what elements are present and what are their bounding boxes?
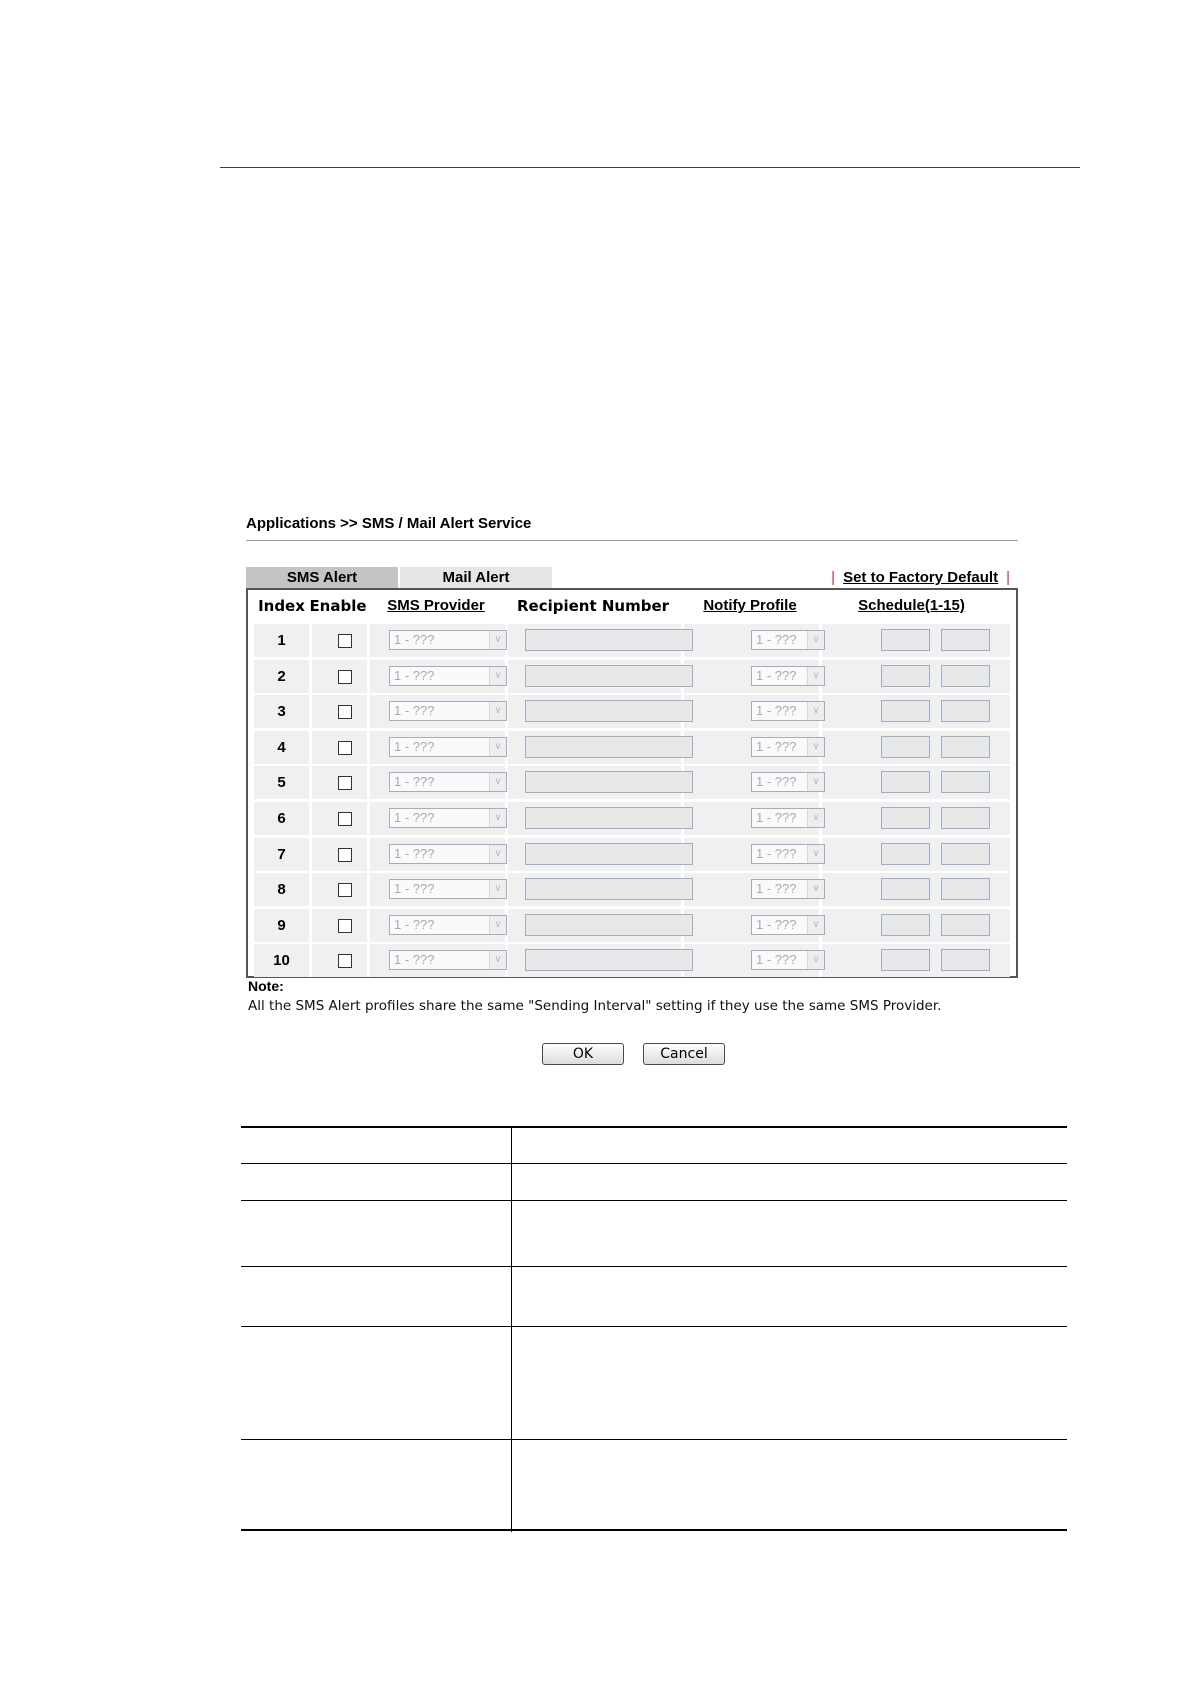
- chevron-down-icon: ∨: [807, 916, 824, 934]
- sms-provider-select[interactable]: [389, 701, 507, 721]
- schedule-input-2[interactable]: [941, 807, 990, 829]
- separator-left: |: [831, 569, 836, 586]
- tab-mail-alert[interactable]: Mail Alert: [400, 567, 552, 589]
- recipient-number-input[interactable]: [525, 807, 693, 829]
- ok-button[interactable]: OK: [542, 1043, 624, 1065]
- cell-separator: [367, 731, 370, 764]
- enable-checkbox[interactable]: [338, 741, 352, 755]
- row-index: 2: [277, 667, 286, 685]
- sms-provider-value: 1 - ???: [394, 916, 435, 932]
- sms-provider-value: 1 - ???: [394, 810, 435, 825]
- factory-default-area: [823, 567, 1018, 589]
- schedule-input-1[interactable]: [881, 914, 930, 936]
- sms-provider-select[interactable]: [389, 666, 507, 686]
- sms-provider-select[interactable]: [389, 950, 507, 970]
- enable-checkbox[interactable]: [338, 670, 352, 684]
- enable-checkbox[interactable]: [338, 634, 352, 648]
- cell-separator: [367, 660, 370, 693]
- cell-separator: [367, 802, 370, 835]
- notify-profile-select[interactable]: [751, 737, 825, 757]
- enable-checkbox[interactable]: [338, 812, 352, 826]
- notify-profile-select[interactable]: [751, 772, 825, 792]
- recipient-number-input[interactable]: [525, 949, 693, 971]
- chevron-down-icon: ∨: [489, 880, 506, 898]
- chevron-down-icon: ∨: [489, 951, 506, 969]
- schedule-input-2[interactable]: [941, 700, 990, 722]
- sms-provider-select[interactable]: [389, 915, 507, 935]
- breadcrumb: Applications >> SMS / Mail Alert Service: [246, 515, 532, 532]
- header-enable: Enable: [309, 597, 367, 615]
- header-recipient-number: Recipient Number: [516, 597, 670, 615]
- cell-separator: [367, 624, 370, 657]
- chevron-down-icon: ∨: [489, 702, 506, 720]
- schedule-input-1[interactable]: [881, 878, 930, 900]
- description-table: [241, 1126, 1067, 1532]
- sms-provider-select[interactable]: [389, 879, 507, 899]
- desc-rule: [241, 1126, 1067, 1128]
- table-row: [254, 838, 1010, 871]
- row-index: 10: [273, 952, 290, 970]
- notify-profile-select[interactable]: [751, 915, 825, 935]
- cell-separator: [367, 766, 370, 799]
- table-row: [254, 624, 1010, 657]
- enable-checkbox[interactable]: [338, 776, 352, 790]
- desc-rule: [241, 1163, 1067, 1164]
- sms-provider-select[interactable]: [389, 630, 507, 650]
- desc-rule: [241, 1439, 1067, 1440]
- chevron-down-icon: ∨: [489, 773, 506, 791]
- sms-provider-value: 1 - ???: [394, 667, 435, 683]
- schedule-input-2[interactable]: [941, 914, 990, 936]
- chevron-down-icon: ∨: [807, 880, 824, 898]
- schedule-input-2[interactable]: [941, 665, 990, 687]
- notify-profile-select[interactable]: [751, 630, 825, 650]
- cancel-button[interactable]: Cancel: [643, 1043, 725, 1065]
- sms-provider-select[interactable]: [389, 808, 507, 828]
- notify-profile-value: 1 - ???: [756, 632, 797, 647]
- schedule-input-1[interactable]: [881, 700, 930, 722]
- chevron-down-icon: ∨: [807, 951, 824, 969]
- row-index: 9: [277, 916, 286, 934]
- desc-column-divider: [511, 1126, 512, 1532]
- notify-profile-select[interactable]: [751, 666, 825, 686]
- sms-provider-select[interactable]: [389, 772, 507, 792]
- table-row: [254, 695, 1010, 728]
- schedule-input-1[interactable]: [881, 771, 930, 793]
- row-index: 3: [277, 703, 286, 721]
- recipient-number-input[interactable]: [525, 629, 693, 651]
- sms-mail-alert-screen: [246, 514, 1018, 1062]
- sms-provider-value: 1 - ???: [394, 881, 435, 897]
- enable-checkbox[interactable]: [338, 919, 352, 933]
- cell-separator: [309, 731, 312, 764]
- notify-profile-select[interactable]: [751, 701, 825, 721]
- header-notify-profile-link[interactable]: Notify Profile: [703, 597, 797, 614]
- chevron-down-icon: ∨: [489, 845, 506, 863]
- chevron-down-icon: ∨: [489, 667, 506, 685]
- chevron-down-icon: ∨: [807, 631, 824, 649]
- cell-separator: [309, 802, 312, 835]
- notify-profile-select[interactable]: [751, 844, 825, 864]
- note-title: Note:: [248, 978, 284, 994]
- chevron-down-icon: ∨: [807, 738, 824, 756]
- schedule-input-1[interactable]: [881, 736, 930, 758]
- set-factory-default-link[interactable]: Set to Factory Default: [843, 569, 999, 586]
- separator-right: |: [1006, 569, 1010, 586]
- header-sms-provider-link[interactable]: SMS Provider: [387, 597, 485, 614]
- header-index: Index: [258, 597, 305, 615]
- recipient-number-input[interactable]: [525, 843, 693, 865]
- schedule-input-2[interactable]: [941, 736, 990, 758]
- enable-checkbox[interactable]: [338, 848, 352, 862]
- chevron-down-icon: ∨: [489, 916, 506, 934]
- row-index: 8: [277, 881, 286, 899]
- row-index: 7: [277, 845, 286, 863]
- tab-sms-alert[interactable]: SMS Alert: [246, 567, 398, 589]
- chevron-down-icon: ∨: [807, 667, 824, 685]
- table-row: [254, 660, 1010, 693]
- notify-profile-value: 1 - ???: [756, 916, 797, 932]
- notify-profile-value: 1 - ???: [756, 810, 797, 825]
- table-row: [254, 944, 1010, 977]
- sms-provider-select[interactable]: [389, 844, 507, 864]
- table-row: [254, 731, 1010, 764]
- cell-separator: [309, 838, 312, 871]
- recipient-number-input[interactable]: [525, 736, 693, 758]
- recipient-number-input[interactable]: [525, 771, 693, 793]
- sms-provider-select[interactable]: [389, 737, 507, 757]
- notify-profile-select[interactable]: [751, 879, 825, 899]
- header-schedule-link[interactable]: Schedule(1-15): [858, 597, 965, 614]
- note-text: All the SMS Alert profiles share the same "Sending Interval" setting if they use the same SMS Provider.: [248, 998, 942, 1014]
- schedule-input-2[interactable]: [941, 878, 990, 900]
- sms-provider-value: 1 - ???: [394, 845, 435, 861]
- schedule-input-2[interactable]: [941, 771, 990, 793]
- enable-checkbox[interactable]: [338, 883, 352, 897]
- schedule-input-2[interactable]: [941, 843, 990, 865]
- schedule-input-2[interactable]: [941, 949, 990, 971]
- cell-separator: [367, 838, 370, 871]
- desc-rule: [241, 1266, 1067, 1267]
- enable-checkbox[interactable]: [338, 954, 352, 968]
- cell-separator: [367, 909, 370, 942]
- enable-checkbox[interactable]: [338, 705, 352, 719]
- recipient-number-input[interactable]: [525, 878, 693, 900]
- schedule-input-1[interactable]: [881, 949, 930, 971]
- recipient-number-input[interactable]: [525, 914, 693, 936]
- cell-separator: [309, 624, 312, 657]
- chevron-down-icon: ∨: [489, 809, 506, 827]
- notify-profile-value: 1 - ???: [756, 881, 797, 897]
- sms-provider-value: 1 - ???: [394, 952, 435, 968]
- recipient-number-input[interactable]: [525, 700, 693, 722]
- cell-separator: [309, 873, 312, 906]
- row-index: 5: [277, 774, 286, 792]
- sms-provider-value: 1 - ???: [394, 738, 435, 754]
- table-row: [254, 909, 1010, 942]
- chevron-down-icon: ∨: [807, 702, 824, 720]
- notify-profile-select[interactable]: [751, 950, 825, 970]
- table-row: [254, 766, 1010, 799]
- cell-separator: [367, 873, 370, 906]
- schedule-input-1[interactable]: [881, 843, 930, 865]
- chevron-down-icon: ∨: [807, 845, 824, 863]
- sms-provider-value: 1 - ???: [394, 703, 435, 719]
- page-header-rule: [220, 167, 1080, 168]
- table-row: [254, 873, 1010, 906]
- schedule-input-1[interactable]: [881, 629, 930, 651]
- table-header: [248, 590, 1016, 622]
- notify-profile-select[interactable]: [751, 808, 825, 828]
- table-row: [254, 802, 1010, 835]
- notify-profile-value: 1 - ???: [756, 952, 797, 968]
- chevron-down-icon: ∨: [807, 809, 824, 827]
- sms-provider-value: 1 - ???: [394, 774, 435, 790]
- cell-separator: [309, 909, 312, 942]
- cell-separator: [309, 660, 312, 693]
- cell-separator: [309, 766, 312, 799]
- desc-rule: [241, 1326, 1067, 1327]
- chevron-down-icon: ∨: [489, 738, 506, 756]
- notify-profile-value: 1 - ???: [756, 774, 797, 790]
- desc-rule: [241, 1200, 1067, 1201]
- tab-bar: [246, 567, 1018, 589]
- cell-separator: [367, 944, 370, 977]
- chevron-down-icon: ∨: [807, 773, 824, 791]
- row-index: 4: [277, 738, 286, 756]
- desc-rule: [241, 1529, 1067, 1531]
- notify-profile-value: 1 - ???: [756, 845, 797, 861]
- cell-separator: [309, 695, 312, 728]
- cell-separator: [309, 944, 312, 977]
- breadcrumb-divider: [246, 540, 1018, 541]
- cell-separator: [367, 695, 370, 728]
- row-index: 1: [277, 632, 286, 649]
- chevron-down-icon: ∨: [489, 631, 506, 649]
- sms-provider-value: 1 - ???: [394, 632, 435, 647]
- recipient-number-input[interactable]: [525, 665, 693, 687]
- notify-profile-value: 1 - ???: [756, 667, 797, 683]
- schedule-input-2[interactable]: [941, 629, 990, 651]
- notify-profile-value: 1 - ???: [756, 703, 797, 719]
- schedule-input-1[interactable]: [881, 807, 930, 829]
- row-index: 6: [277, 810, 286, 827]
- sms-alert-table: [246, 588, 1018, 978]
- schedule-input-1[interactable]: [881, 665, 930, 687]
- notify-profile-value: 1 - ???: [756, 738, 797, 754]
